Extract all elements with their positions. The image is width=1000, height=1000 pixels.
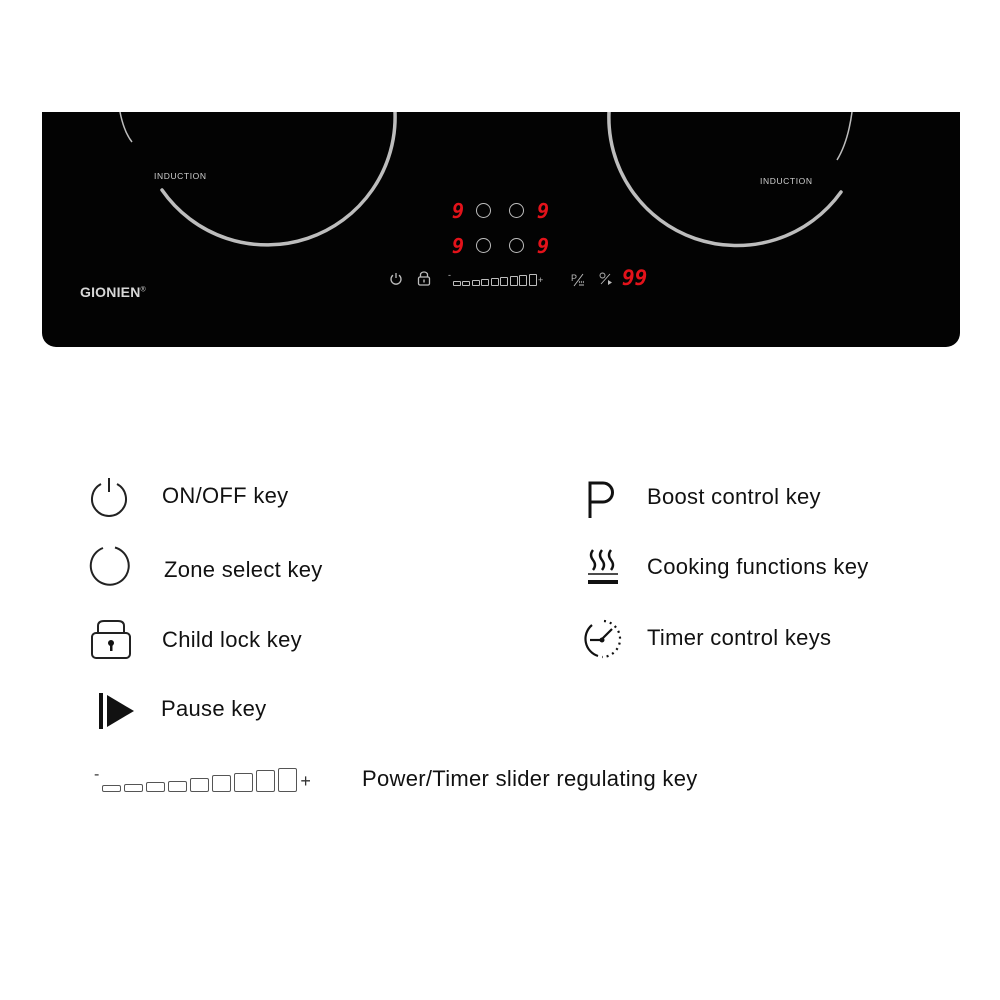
legend-label: Boost control key	[647, 484, 821, 509]
timer-display: 99	[622, 266, 648, 290]
legend-label: Power/Timer slider regulating key	[362, 766, 698, 791]
legend-item-cooking-functions	[647, 554, 869, 580]
slider-segment[interactable]	[472, 280, 480, 286]
slider-segment[interactable]	[462, 281, 470, 286]
power-icon	[89, 476, 129, 518]
legend-label: Pause key	[161, 696, 267, 721]
slider-plus-glyph: +	[300, 771, 311, 791]
zone-select-key-bottom-left[interactable]	[476, 238, 491, 253]
cooking-zone-rings	[42, 112, 960, 347]
slider-segment	[146, 782, 165, 792]
timer-dial-icon	[582, 618, 624, 660]
slider-segment	[234, 773, 253, 792]
legend-item-child-lock	[162, 627, 302, 653]
slider-segment	[256, 770, 275, 792]
legend-label: Child lock key	[162, 627, 302, 652]
slider-segment[interactable]	[481, 279, 489, 286]
legend-item-slider	[362, 766, 698, 792]
slider-minus-glyph: -	[94, 766, 100, 783]
slider-segment	[278, 768, 297, 792]
slider-segment[interactable]	[510, 276, 518, 286]
zone-label-left: INDUCTION	[154, 171, 207, 181]
boost-cooking-functions-icon[interactable]	[571, 272, 585, 287]
slider-plus: +	[538, 275, 544, 285]
slider-segment[interactable]	[519, 275, 527, 286]
lock-icon	[90, 619, 134, 661]
heat-waves-icon	[586, 548, 620, 588]
legend-label: ON/OFF key	[162, 483, 289, 508]
zone-select-key-top-left[interactable]	[476, 203, 491, 218]
legend-item-boost	[647, 484, 821, 510]
slider-segment	[168, 781, 187, 792]
slider-segment[interactable]	[491, 278, 499, 286]
slider-icon	[94, 768, 311, 792]
timer-pause-icon[interactable]	[599, 272, 613, 286]
legend-item-on-off	[162, 483, 288, 509]
zone-select-key-top-right[interactable]	[509, 203, 524, 218]
slider-segment	[190, 778, 209, 792]
legend-item-timer	[647, 625, 831, 651]
lock-icon[interactable]	[417, 271, 431, 286]
zone-ring-icon	[89, 544, 133, 588]
slider-segment	[124, 784, 143, 792]
pause-play-icon	[98, 693, 136, 729]
zone-display-top-right: 9	[537, 199, 550, 223]
slider-segment[interactable]	[453, 281, 461, 286]
svg-text:P: P	[571, 273, 578, 283]
slider-minus: -	[448, 270, 451, 280]
slider-segment	[212, 775, 231, 792]
legend-label: Cooking functions key	[647, 554, 869, 579]
legend-label: Timer control keys	[647, 625, 832, 650]
zone-display-bottom-right: 9	[537, 234, 550, 258]
boost-p-icon	[587, 481, 619, 519]
zone-display-top-left: 9	[452, 199, 465, 223]
legend-item-zone-select	[164, 557, 323, 583]
legend-item-pause	[161, 696, 266, 722]
power-icon[interactable]	[389, 272, 403, 286]
power-timer-slider[interactable]	[448, 270, 543, 286]
induction-cooktop-panel	[42, 112, 960, 347]
zone-display-bottom-left: 9	[452, 234, 465, 258]
legend-label: Zone select key	[164, 557, 323, 582]
zone-select-key-bottom-right[interactable]	[509, 238, 524, 253]
slider-segment[interactable]	[500, 277, 508, 286]
zone-label-right: INDUCTION	[760, 176, 813, 186]
slider-segment[interactable]	[529, 274, 537, 286]
slider-segment	[102, 785, 121, 792]
brand-logo: GIONIEN®	[80, 284, 146, 300]
